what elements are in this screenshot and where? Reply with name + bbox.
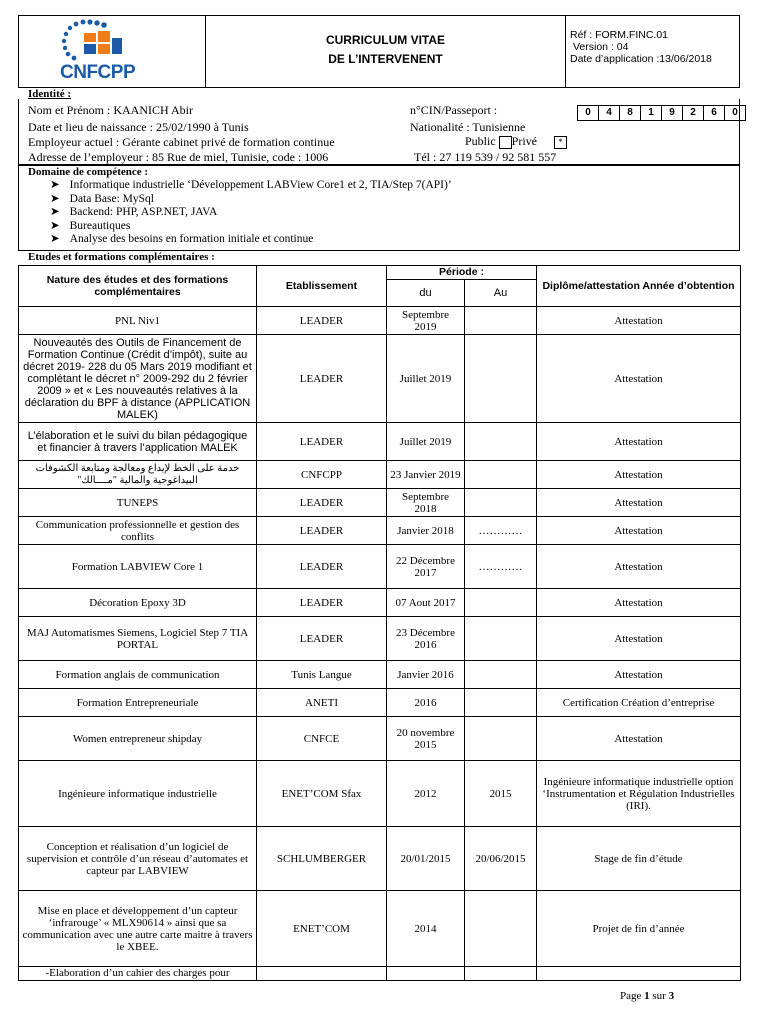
cell-etab: LEADER — [257, 489, 387, 517]
cell-nature: Décoration Epoxy 3D — [19, 589, 257, 617]
competence-heading: Domaine de compétence : — [28, 166, 149, 178]
page-sur: sur — [652, 990, 666, 1002]
table-row — [19, 827, 741, 891]
logo-graphic — [30, 18, 190, 68]
page-number: 1 — [644, 990, 650, 1002]
cell-diplome: Attestation — [537, 617, 741, 661]
identity-heading: Identité : — [28, 88, 72, 100]
table-row — [19, 891, 741, 967]
identity-address: Adresse de l’employeur : 85 Rue de miel, Tunisie, code : 1006 — [28, 150, 329, 164]
col-etab-header: Etablissement — [257, 266, 387, 307]
cin-digit: 2 — [682, 105, 704, 121]
cell-du: 07 Aout 2017 — [387, 589, 465, 617]
cell-diplome — [537, 967, 741, 981]
cell-nature: L’élaboration et le suivi du bilan pédagogique et financier à travers l’application MALEK — [19, 423, 257, 461]
cell-diplome: Attestation — [537, 589, 741, 617]
competence-item: ➤ Bureautiques — [50, 219, 131, 232]
table-row — [19, 423, 741, 461]
studies-heading: Etudes et formations complémentaires : — [28, 251, 215, 263]
cell-etab: ANETI — [257, 689, 387, 717]
cell-au: ………… — [465, 517, 537, 545]
page-footer — [620, 990, 674, 1002]
cell-du: Juillet 2019 — [387, 423, 465, 461]
cell-diplome: Attestation — [537, 517, 741, 545]
page-prefix: Page — [620, 990, 642, 1002]
cell-du: 2014 — [387, 891, 465, 967]
competence-item: ➤ Analyse des besoins en formation initiale et continue — [50, 233, 314, 245]
header-divider-2 — [565, 15, 566, 88]
cell-au — [465, 489, 537, 517]
document-subtitle: DE L’INTERVENENT — [328, 52, 443, 66]
cell-nature: Ingénieure informatique industrielle — [19, 761, 257, 827]
cell-etab: LEADER — [257, 545, 387, 589]
competence-item: ➤ Backend: PHP, ASP.NET, JAVA — [50, 206, 218, 218]
cell-nature: MAJ Automatismes Siemens, Logiciel Step 7 TIA PORTAL — [19, 617, 257, 661]
col-nature-header: Nature des études et des formations complémentaires — [19, 266, 257, 307]
cell-etab: CNFCE — [257, 717, 387, 761]
cell-etab: ENET’COM — [257, 891, 387, 967]
identity-employer: Employeur actuel : Gérante cabinet privé de formation continue — [28, 135, 335, 149]
table-row — [19, 461, 741, 489]
form-date: Date d’application :13/06/2018 — [570, 53, 712, 65]
competence-list — [28, 179, 452, 247]
page-total: 3 — [668, 990, 675, 1002]
cin-digit: 1 — [640, 105, 662, 121]
cell-du: 23 Janvier 2019 — [387, 461, 465, 489]
cell-du: 20/01/2015 — [387, 827, 465, 891]
cell-etab: LEADER — [257, 335, 387, 423]
identity-tel: Tél : 27 119 539 / 92 581 557 — [414, 150, 557, 164]
cin-digit: 8 — [619, 105, 641, 121]
cell-du: 20 novembre 2015 — [387, 717, 465, 761]
cell-du: 2016 — [387, 689, 465, 717]
col-au-header: Au — [465, 279, 537, 306]
cell-au — [465, 423, 537, 461]
cell-du: Janvier 2018 — [387, 517, 465, 545]
cell-diplome: Attestation — [537, 423, 741, 461]
cell-du — [387, 967, 465, 981]
cell-diplome: Attestation — [537, 307, 741, 335]
cell-etab — [257, 967, 387, 981]
cell-nature: Women entrepreneur shipday — [19, 717, 257, 761]
cell-au — [465, 689, 537, 717]
cin-digit: 0 — [724, 105, 746, 121]
cell-du: 2012 — [387, 761, 465, 827]
cell-diplome: Attestation — [537, 335, 741, 423]
competence-item: ➤ Informatique industrielle ‘Développement LABView Core1 et 2, TIA/Step 7(API)’ — [50, 179, 452, 191]
cell-nature: Nouveautés des Outils de Financement de Formation Continue (Crédit d’impôt), suite au décret 2019- 228 du 05 Mars 2019 modifiant et complétant le décret n° 2009-292 du 2 février 2009 » et « Les nouveautés relatives à la déclaration du BPF à distance (APPLICATION MALEK) — [19, 335, 257, 423]
cell-nature: -Elaboration d’un cahier des charges pour — [19, 967, 257, 981]
cell-nature: Formation Entrepreneuriale — [19, 689, 257, 717]
cell-nature: Formation anglais de communication — [19, 661, 257, 689]
col-du-header: du — [387, 279, 465, 306]
cell-au — [465, 661, 537, 689]
cell-diplome: Attestation — [537, 461, 741, 489]
cin-digits — [578, 105, 746, 121]
cell-au — [465, 307, 537, 335]
table-row — [19, 517, 741, 545]
identity-birth: Date et lieu de naissance : 25/02/1990 à Tunis — [28, 120, 249, 134]
cin-label: n°CIN/Passeport : — [410, 103, 498, 117]
cell-nature: PNL Niv1 — [19, 307, 257, 335]
prive-checkbox[interactable]: * — [554, 136, 567, 149]
cell-nature: TUNEPS — [19, 489, 257, 517]
table-row — [19, 589, 741, 617]
cell-au — [465, 335, 537, 423]
cell-au — [465, 891, 537, 967]
cell-diplome: Ingénieure informatique industrielle option ‘Instrumentation et Régulation Industrielles (IRI). — [537, 761, 741, 827]
cell-diplome: Attestation — [537, 661, 741, 689]
cell-nature: Conception et réalisation d’un logiciel de supervision et contrôle d’un réseau d’automates et capteur par LABVIEW — [19, 827, 257, 891]
cell-du: Janvier 2016 — [387, 661, 465, 689]
table-row — [19, 661, 741, 689]
cell-etab: SCHLUMBERGER — [257, 827, 387, 891]
cell-au — [465, 589, 537, 617]
form-version: Version : 04 — [573, 41, 629, 53]
cell-au — [465, 617, 537, 661]
prive-label: Privé — [511, 134, 538, 148]
studies-table — [18, 265, 741, 981]
table-row — [19, 307, 741, 335]
cell-etab: LEADER — [257, 307, 387, 335]
table-row — [19, 489, 741, 517]
public-label: Public — [465, 134, 496, 148]
cell-diplome: Attestation — [537, 717, 741, 761]
cell-du: 23 Décembre 2016 — [387, 617, 465, 661]
cell-etab: Tunis Langue — [257, 661, 387, 689]
cell-du: Juillet 2019 — [387, 335, 465, 423]
table-row — [19, 335, 741, 423]
cell-etab: LEADER — [257, 517, 387, 545]
table-row — [19, 967, 741, 981]
logo-text: CNFCPP — [60, 62, 136, 83]
cell-nature: Mise en place et développement d’un capteur ‘infrarouge’ « MLX90614 » ainsi que sa communication avec une autre carte maitre à travers le XBEE. — [19, 891, 257, 967]
table-row — [19, 717, 741, 761]
cell-etab: LEADER — [257, 617, 387, 661]
sector-row — [465, 134, 567, 149]
cell-diplome: Attestation — [537, 545, 741, 589]
cin-digit: 6 — [703, 105, 725, 121]
identity-name: Nom et Prénom : KAANICH Abir — [28, 103, 193, 117]
table-row — [19, 761, 741, 827]
cell-diplome: Projet de fin d’année — [537, 891, 741, 967]
table-row — [19, 545, 741, 589]
cell-etab: LEADER — [257, 423, 387, 461]
competence-item: ➤ Data Base: MySql — [50, 192, 154, 205]
form-ref: Réf : FORM.FINC.01 — [570, 29, 669, 41]
cell-du: Septembre 2019 — [387, 307, 465, 335]
document-title: CURRICULUM VITAE — [325, 33, 446, 47]
cell-au: 20/06/2015 — [465, 827, 537, 891]
cell-etab: CNFCPP — [257, 461, 387, 489]
table-row — [19, 617, 741, 661]
cell-au — [465, 717, 537, 761]
cell-au — [465, 967, 537, 981]
table-row — [19, 689, 741, 717]
cell-diplome: Certification Création d’entreprise — [537, 689, 741, 717]
cell-au — [465, 461, 537, 489]
cell-nature: Formation LABVIEW Core 1 — [19, 545, 257, 589]
cin-digit: 4 — [598, 105, 620, 121]
cin-digit: 0 — [577, 105, 599, 121]
col-periode-header: Période : — [387, 266, 537, 280]
cin-digit: 9 — [661, 105, 683, 121]
cell-etab: LEADER — [257, 589, 387, 617]
cell-du: 22 Décembre 2017 — [387, 545, 465, 589]
cell-etab: ENET’COM Sfax — [257, 761, 387, 827]
cell-du: Septembre 2018 — [387, 489, 465, 517]
cell-au: 2015 — [465, 761, 537, 827]
cell-au: ………… — [465, 545, 537, 589]
cell-nature: Communication professionnelle et gestion des conflits — [19, 517, 257, 545]
cell-diplome: Stage de fin d’étude — [537, 827, 741, 891]
public-checkbox[interactable] — [499, 136, 512, 149]
identity-nationality: Nationalité : Tunisienne — [410, 120, 526, 134]
logo — [30, 18, 190, 86]
cell-nature: خدمة على الخط لإيداع ومعالجة ومتابعة الكشوفات البيداغوجية والمالية "مــــالك" — [19, 461, 257, 489]
col-diplome-header: Diplôme/attestation Année d’obtention — [537, 266, 741, 307]
cell-diplome: Attestation — [537, 489, 741, 517]
